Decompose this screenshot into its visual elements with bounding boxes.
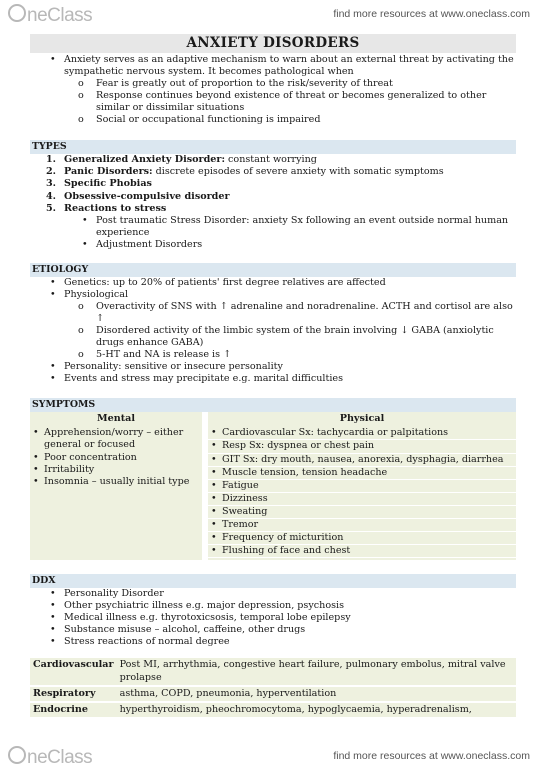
bullet-icon: •: [50, 54, 56, 65]
circle-bullet-icon: o: [78, 325, 84, 337]
section-heading-symptoms: SYMPTOMS: [30, 398, 516, 412]
bullet-icon: •: [211, 440, 217, 452]
list-item: • Events and stress may precipitate e.g. marital difficulties: [50, 373, 344, 385]
bullet-icon: •: [50, 588, 56, 600]
list-item: • Poor concentration: [33, 451, 137, 463]
list-item: • Frequency of micturition: [208, 532, 516, 545]
oneclass-logo[interactable]: neClass: [8, 746, 92, 770]
bullet-icon: •: [211, 466, 217, 478]
list-item: 3. Specific Phobias: [46, 178, 152, 190]
symptoms-table: [30, 412, 516, 560]
list-item: • Other psychiatric illness e.g. major depression, psychosis: [50, 600, 345, 612]
bullet-icon: •: [50, 636, 56, 648]
bullet-icon: •: [211, 479, 217, 491]
bullet-icon: •: [50, 276, 56, 288]
list-item: • Flushing of face and chest: [208, 545, 516, 558]
circle-bullet-icon: o: [78, 300, 84, 312]
list-item: • Physiological o Overactivity of SNS with ↑ adrenaline and noradrenaline. ACTH and cortisol are also ↑ o Disordered activity of the limbic system of the brain involving ↓ GABA (anxiolytic drugs enhance GABA) o 5-HT and NA is release is ↑: [30, 289, 516, 361]
list-item: • Genetics: up to 20% of patients' first degree relatives are affected: [50, 276, 386, 288]
list-item: • Insomnia – usually initial type: [33, 475, 190, 487]
causes-cell: Post MI, arrhythmia, congestive heart failure, pulmonary embolus, mitral valve prolapse: [117, 658, 516, 685]
list-item: • Stress reactions of normal degree: [50, 636, 230, 648]
header-tagline[interactable]: find more resources at www.oneclass.com: [333, 8, 530, 20]
bottom-banner: [0, 740, 544, 770]
list-item: o Social or occupational functioning is impaired: [78, 114, 321, 126]
circle-bullet-icon: o: [78, 114, 84, 126]
list-item: • Cardiovascular Sx: tachycardia or palpitations: [208, 427, 516, 440]
ddx-list: [30, 588, 516, 648]
bullet-icon: •: [211, 427, 217, 439]
list-item: • GIT Sx: dry mouth, nausea, anorexia, dysphagia, diarrhea: [208, 454, 516, 467]
list-item: o Disordered activity of the limbic system of the brain involving ↓ GABA (anxiolytic drugs enhance GABA): [78, 325, 494, 349]
list-item: • Muscle tension, tension headache: [208, 467, 516, 480]
list-item: • Personality: sensitive or insecure personality: [50, 361, 283, 373]
bullet-icon: •: [50, 624, 56, 636]
list-item: • Dizziness: [208, 493, 516, 506]
list-item: 1. Generalized Anxiety Disorder: constant worrying: [46, 154, 317, 166]
bullet-icon: •: [33, 427, 39, 439]
bullet-icon: •: [50, 288, 56, 300]
circle-bullet-icon: o: [78, 349, 84, 361]
column-header-mental: Mental: [30, 412, 202, 426]
list-item: • Irritability: [33, 463, 95, 475]
list-item: • Medical illness e.g. thyrotoxicsosis, temporal lobe epilepsy: [50, 612, 351, 624]
intro-list: [30, 54, 516, 126]
bullet-icon: •: [211, 518, 217, 530]
list-item: • Anxiety serves as an adaptive mechanism to warn about an external threat by activating the sympathetic nervous system. It becomes pathological when o Fear is greatly out of proportion to the risk/severity of threat o Response continues beyond existence of threat or becomes generalized to other similar or dissimilar situations o Social or occupational functioning is impaired: [30, 54, 516, 126]
list-item: • Sweating: [208, 506, 516, 519]
list-item: o 5-HT and NA is release is ↑: [78, 349, 232, 361]
system-label: Endocrine: [30, 702, 117, 718]
list-item: • Apprehension/worry – either general or focused: [33, 427, 184, 451]
page-title: ANXIETY DISORDERS: [30, 34, 516, 53]
causes-cell: asthma, COPD, pneumonia, hyperventilation: [117, 686, 516, 702]
list-item: • Personality Disorder: [50, 588, 164, 600]
types-list: [30, 154, 516, 251]
table-row: [30, 686, 516, 702]
bullet-icon: •: [211, 532, 217, 544]
etiology-list: [30, 277, 516, 386]
bullet-icon: •: [211, 545, 217, 557]
bullet-icon: •: [82, 238, 88, 250]
bullet-icon: •: [211, 505, 217, 517]
table-row: [30, 658, 516, 685]
list-item: • Adjustment Disorders: [82, 238, 203, 250]
list-item: • Tremor: [208, 519, 516, 532]
footer-tagline[interactable]: find more resources at www.oneclass.com: [333, 750, 530, 762]
bullet-icon: •: [211, 453, 217, 465]
list-item: 5. Reactions to stress • Post traumatic Stress Disorder: anxiety Sx following an event outside normal human experience • Adjustment Disorders: [30, 203, 516, 251]
bullet-icon: •: [33, 451, 39, 463]
list-item: o Response continues beyond existence of threat or becomes generalized to other similar or dissimilar situations: [78, 90, 487, 114]
section-heading-ddx: DDX: [30, 574, 516, 588]
bullet-icon: •: [50, 612, 56, 624]
circle-bullet-icon: o: [78, 78, 84, 90]
bullet-icon: •: [82, 214, 88, 226]
list-item: • Resp Sx: dyspnea or chest pain: [208, 440, 516, 453]
column-header-physical: Physical: [208, 412, 516, 426]
list-item: o Overactivity of SNS with ↑ adrenaline and noradrenaline. ACTH and cortisol are also ↑: [78, 300, 513, 325]
list-item: 4. Obsessive-compulsive disorder: [46, 190, 230, 202]
organic-causes-table: [30, 658, 516, 718]
section-heading-types: TYPES: [30, 140, 516, 154]
logo-o-icon: [8, 746, 26, 764]
circle-bullet-icon: o: [78, 90, 84, 102]
bullet-icon: •: [33, 463, 39, 475]
bullet-icon: •: [211, 492, 217, 504]
top-banner: [0, 0, 544, 30]
mental-symptoms-cell: [30, 426, 202, 560]
system-label: Cardiovascular: [30, 658, 117, 685]
list-item: • Post traumatic Stress Disorder: anxiety Sx following an event outside normal human experience: [82, 214, 509, 238]
section-heading-etiology: ETIOLOGY: [30, 263, 516, 277]
list-item: • Fatigue: [208, 480, 516, 493]
list-item: o Fear is greatly out of proportion to the risk/severity of threat: [78, 78, 393, 90]
logo-o-icon: [8, 4, 26, 22]
table-row: [30, 702, 516, 718]
system-label: Respiratory: [30, 686, 117, 702]
bullet-icon: •: [33, 475, 39, 487]
bullet-icon: •: [50, 373, 56, 385]
oneclass-logo[interactable]: neClass: [8, 4, 92, 28]
causes-cell: hyperthyroidism, pheochromocytoma, hypoglycaemia, hyperadrenalism,: [117, 702, 516, 718]
list-item: 2. Panic Disorders: discrete episodes of severe anxiety with somatic symptoms: [46, 166, 444, 178]
bullet-icon: •: [50, 600, 56, 612]
physical-symptoms-cell: [208, 426, 516, 560]
document-body: [30, 34, 516, 719]
bullet-icon: •: [50, 361, 56, 373]
list-item: • Substance misuse – alcohol, caffeine, other drugs: [50, 624, 306, 636]
